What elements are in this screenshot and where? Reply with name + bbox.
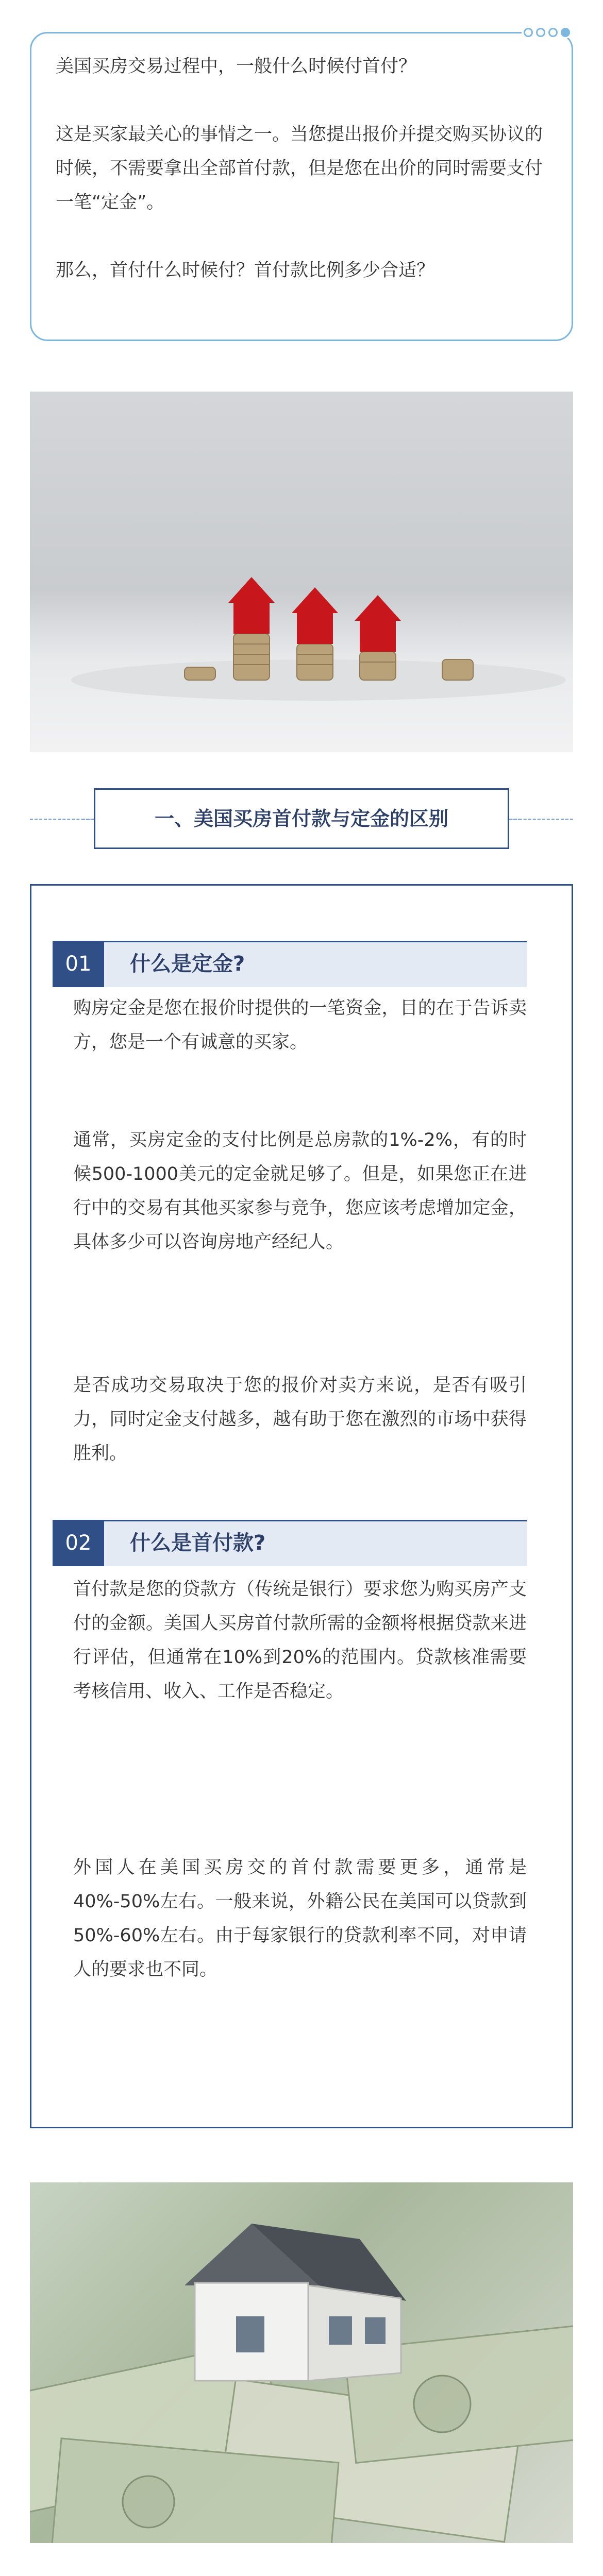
paragraph: 通常，买房定金的支付比例是总房款的1%-2%，有的时候500-1000美元的定金就足够了。但是，如果您正在进行中的交易有其他买家参与竞争，您应该考虑增加定金，具体多少可以咨询房地产经纪人。 — [73, 1130, 527, 1252]
dot-icon — [536, 28, 545, 37]
dot-icon — [524, 28, 533, 37]
intro-paragraph: 美国买房交易过程中，一般什么时候付首付？ — [56, 56, 417, 77]
paragraph: 是否成功交易取决于您的报价对卖方来说，是否有吸引力，同时定金支付越多，越有助于您在激烈的市场中获得胜利。 — [73, 1375, 527, 1464]
intro-paragraph: 那么，首付什么时候付？首付款比例多少合适？ — [56, 260, 435, 281]
decorative-dots — [522, 27, 572, 38]
subheading-01 — [53, 941, 528, 987]
subheading-title: 什么是定金? — [130, 952, 245, 976]
dot-icon — [548, 28, 558, 37]
house-on-money-illustration — [30, 2182, 573, 2543]
dot-icon — [561, 28, 570, 37]
paragraph: 首付款是您的贷款方（传统是银行）要求您为购买房产支付的金额。美国人买房首付款所需的金额将根据贷款来进行评估，但通常在10%到20%的范围内。贷款核准需要考核信用、收入、工作是否稳定。 — [73, 1579, 527, 1702]
subheading-number: 01 — [53, 941, 104, 987]
houses-on-coins-photo — [30, 392, 573, 752]
section-heading: 一、美国买房首付款与定金的区别 — [154, 807, 448, 830]
subheading-02 — [53, 1520, 528, 1566]
intro-text — [56, 49, 550, 287]
house-on-money-photo — [30, 2182, 573, 2543]
paragraph: 购房定金是您在报价时提供的一笔资金，目的在于告诉卖方，您是一个有诚意的买家。 — [73, 998, 527, 1053]
subheading-title: 什么是首付款? — [130, 1531, 266, 1555]
subheading-number: 02 — [53, 1520, 104, 1566]
intro-paragraph: 这是买家最关心的事情之一。当您提出报价并提交购买协议的时候，不需要拿出全部首付款，但是您在出价的同时需要支付一笔“定金”。 — [56, 124, 543, 213]
paragraph: 外国人在美国买房交的首付款需要更多，通常是40%-50%左右。一般来说，外籍公民在美国可以贷款到50%-60%左右。由于每家银行的贷款利率不同，对申请人的要求也不同。 — [73, 1857, 527, 1980]
houses-on-coins-illustration — [30, 392, 573, 752]
